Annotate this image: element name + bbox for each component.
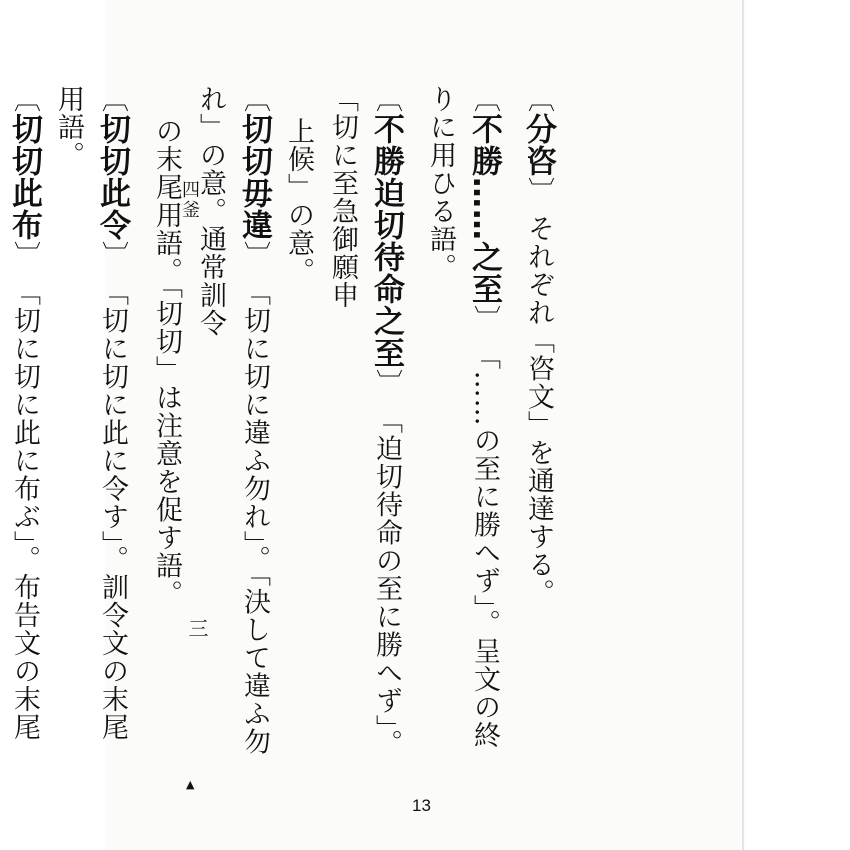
entry-definition: 「切に切に此に令す」。訓令文の末尾用語。	[53, 85, 128, 742]
entry-definition: 「切に切に違ふ勿れ」。「決して違ふ勿れ」の意。通常訓令	[195, 85, 270, 756]
entry-term: 切切此布	[6, 113, 42, 241]
entry-term: 分咨	[520, 113, 556, 177]
bracket-close: 〕	[371, 369, 402, 397]
bracket-open: 〔	[9, 85, 40, 113]
entry-continuation: の末尾用語。「切切」は注意を促す語。	[151, 117, 182, 608]
entry-definition: 「迫切待命の至に勝へず」。「切に至急御願申	[327, 85, 402, 758]
entry-busheng-poqie	[276, 85, 408, 765]
margin-number: 三	[185, 618, 209, 638]
entry-busheng	[418, 85, 506, 765]
bracket-open: 〔	[523, 85, 554, 113]
entry-term: 不勝迫切待命之至	[368, 113, 404, 369]
bracket-open: 〔	[371, 85, 402, 113]
entry-qieqie-cibu	[0, 85, 46, 765]
bracket-close: 〕	[9, 241, 40, 269]
glossary-text	[0, 85, 560, 765]
bracket-open: 〔	[469, 85, 500, 113]
entry-definition: 「切に切に此に布ぶ」。布告文の末尾	[9, 278, 40, 742]
bracket-open: 〔	[239, 85, 270, 113]
bracket-close: 〕	[523, 177, 554, 205]
margin-mark: ▲	[186, 778, 195, 791]
bracket-close: 〕	[97, 241, 128, 269]
bracket-open: 〔	[97, 85, 128, 113]
entry-continuation: 上候」の意。	[283, 117, 314, 285]
entry-definition: 「……の至に勝へず」。呈文の終りに用ひる語。	[425, 85, 500, 750]
entry-term: 不勝……之至	[466, 113, 502, 305]
bracket-close: 〕	[469, 305, 500, 333]
entry-fenzi	[516, 85, 560, 765]
page-edge	[742, 0, 744, 850]
entry-definition: それぞれ「咨文」を通達する。	[523, 214, 554, 607]
bracket-close: 〕	[239, 241, 270, 269]
margin-header: 四釜	[179, 180, 200, 220]
entry-term: 切切毋違	[236, 113, 272, 241]
entry-term: 切切此令	[94, 113, 130, 241]
entry-qieqie-ciling	[46, 85, 134, 765]
page-number: 13	[412, 796, 431, 815]
entry-qieqie-wuwei	[144, 85, 276, 765]
